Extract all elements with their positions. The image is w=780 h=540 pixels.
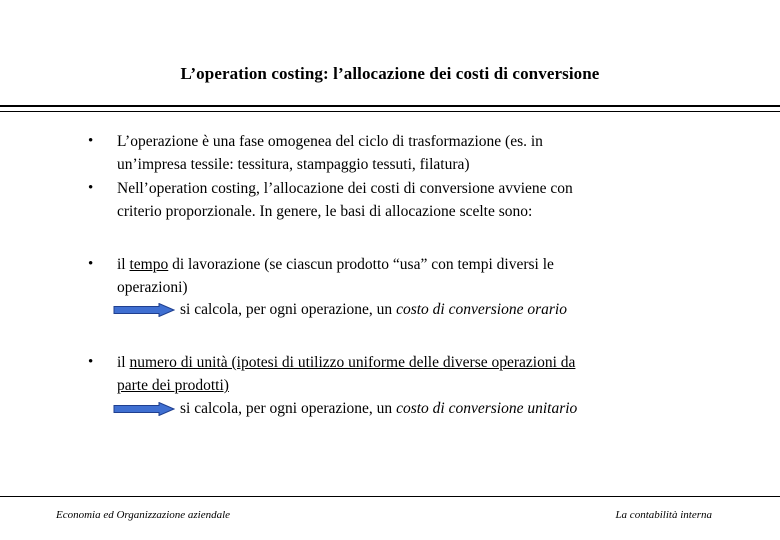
bullet-marker: • (88, 354, 94, 370)
result-text-orario: si calcola, per ogni operazione, un costo di conversione orario (180, 301, 567, 318)
underlined-term: numero di unità (ipotesi di utilizzo uniforme delle diverse operazioni da (129, 354, 576, 371)
bullet-marker: • (88, 180, 94, 196)
bullet-text-operazione (117, 130, 677, 176)
result-emphasis: costo di conversione orario (396, 301, 567, 318)
bullet-text-allocazione (117, 177, 677, 223)
result-emphasis: costo di conversione unitario (396, 400, 578, 417)
bullet-line: operazioni) (117, 279, 188, 296)
bullet-line: il tempo di lavorazione (se ciascun prodotto “usa” con tempi diversi le (117, 256, 554, 273)
footer-topic: La contabilità interna (615, 509, 712, 521)
slide-title: L’operation costing: l’allocazione dei costi di conversione (180, 64, 600, 83)
bullet-marker: • (88, 133, 94, 149)
bullet-line: criterio proporzionale. In genere, le basi di allocazione scelte sono: (117, 203, 533, 220)
footer-divider (0, 496, 780, 497)
result-text-unitario: si calcola, per ogni operazione, un costo di conversione unitario (180, 400, 578, 417)
title-divider-thick (0, 105, 780, 107)
footer-course: Economia ed Organizzazione aziendale (56, 509, 231, 521)
underlined-term: tempo (129, 256, 169, 273)
bullet-line: Nell’operation costing, l’allocazione dei costi di conversione avviene con (117, 180, 573, 197)
bullet-marker: • (88, 256, 94, 272)
bullet-text-unita (117, 351, 677, 397)
underlined-term: parte dei prodotti) (117, 377, 229, 394)
bullet-line: il numero di unità (ipotesi di utilizzo uniforme delle diverse operazioni da (117, 354, 576, 371)
right-arrow-icon (113, 303, 175, 317)
title-divider-thin (0, 111, 780, 112)
bullet-line: un’impresa tessile: tessitura, stampaggio tessuti, filatura) (117, 156, 470, 173)
right-arrow-icon (113, 402, 175, 416)
bullet-line: L’operazione è una fase omogenea del ciclo di trasformazione (es. in (117, 133, 543, 150)
bullet-text-tempo (117, 253, 677, 299)
